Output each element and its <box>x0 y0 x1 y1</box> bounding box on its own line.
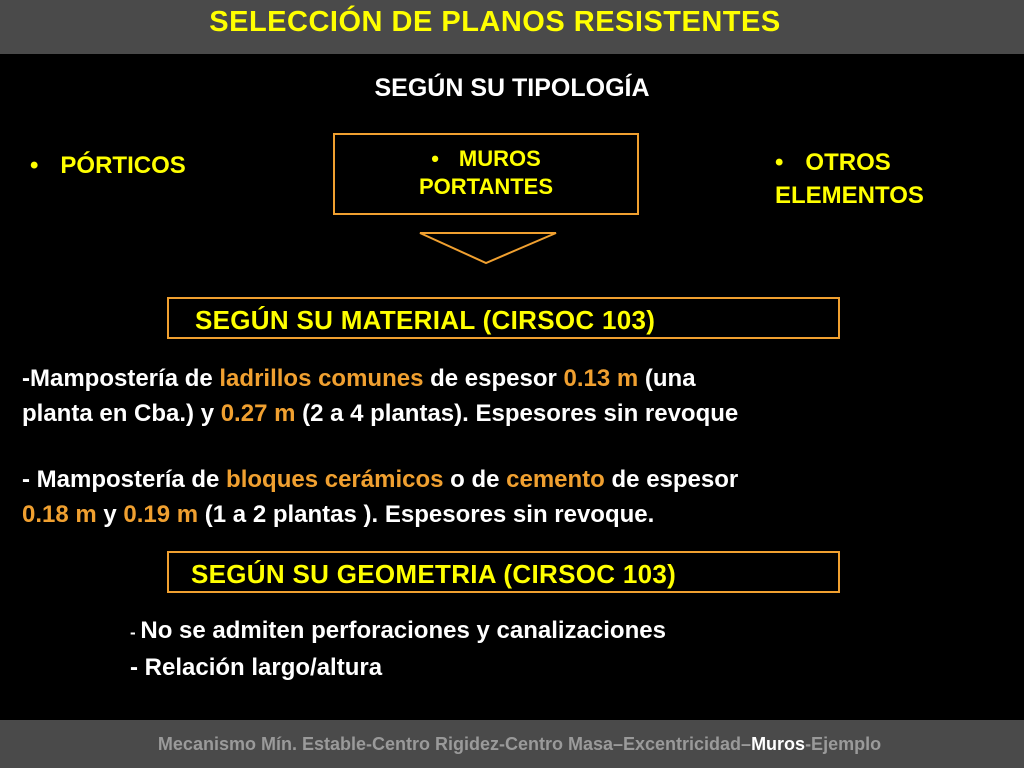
text-run: o de <box>443 466 507 493</box>
otros-label: OTROS <box>805 149 891 176</box>
elementos-label: ELEMENTOS <box>775 182 924 209</box>
text-run: (2 a 4 plantas). Espesores sin revoque <box>295 400 739 427</box>
material-paragraph-1 <box>22 361 1022 431</box>
highlight-cemento: cemento <box>506 466 605 493</box>
highlight-thickness-018: 0.18 m <box>22 501 97 528</box>
highlight-thickness-013: 0.13 m <box>563 365 639 392</box>
bullet-porticos <box>30 152 186 180</box>
page-title: SELECCIÓN DE PLANOS RESISTENTES <box>209 6 781 38</box>
bullet-icon: • <box>30 152 39 179</box>
highlight-bloques: bloques cerámicos <box>226 466 444 493</box>
dash-glyph: - <box>130 623 141 642</box>
porticos-label: PÓRTICOS <box>60 152 186 179</box>
bullet-icon: • <box>431 146 439 171</box>
text-run: planta en Cba.) y <box>22 400 221 427</box>
text-run: de espesor <box>604 466 739 493</box>
bullet-icon: • <box>775 149 784 176</box>
muros-portantes-box <box>333 133 639 215</box>
material-heading-box <box>167 297 840 339</box>
list-item: - Relación largo/altura <box>130 654 383 681</box>
geometry-list <box>130 613 666 685</box>
text-run: (una <box>638 365 696 392</box>
footer-current-topic: Muros <box>751 734 806 754</box>
list-item-text: No se admiten perforaciones y canalizaciones <box>140 617 666 644</box>
geometry-heading-box <box>167 551 840 593</box>
muros-label: MUROS <box>458 146 541 171</box>
footer-text <box>0 734 1024 755</box>
material-paragraph-2 <box>22 462 1022 532</box>
highlight-ladrillos: ladrillos comunes <box>219 365 424 392</box>
footer-text-run: -Ejemplo <box>805 734 882 754</box>
down-arrow-icon <box>418 230 558 266</box>
geometry-heading: SEGÚN SU GEOMETRIA (CIRSOC 103) <box>191 559 677 589</box>
list-item <box>130 613 666 650</box>
text-run: de espesor <box>423 365 564 392</box>
text-run: -Mampostería de <box>22 365 220 392</box>
material-heading: SEGÚN SU MATERIAL (CIRSOC 103) <box>195 305 656 335</box>
typology-heading: SEGÚN SU TIPOLOGÍA <box>374 74 650 102</box>
text-run: - Mampostería de <box>22 466 227 493</box>
footer-text-run: Mecanismo Mín. Estable-Centro Rigidez-Centro Masa–Excentricidad– <box>157 734 752 754</box>
bullet-otros-elementos <box>775 146 924 212</box>
highlight-thickness-019: 0.19 m <box>123 501 199 528</box>
text-run: (1 a 2 plantas ). Espesores sin revoque. <box>198 501 655 528</box>
highlight-thickness-027: 0.27 m <box>220 400 296 427</box>
text-run: y <box>96 501 124 528</box>
portantes-label: PORTANTES <box>418 174 554 199</box>
